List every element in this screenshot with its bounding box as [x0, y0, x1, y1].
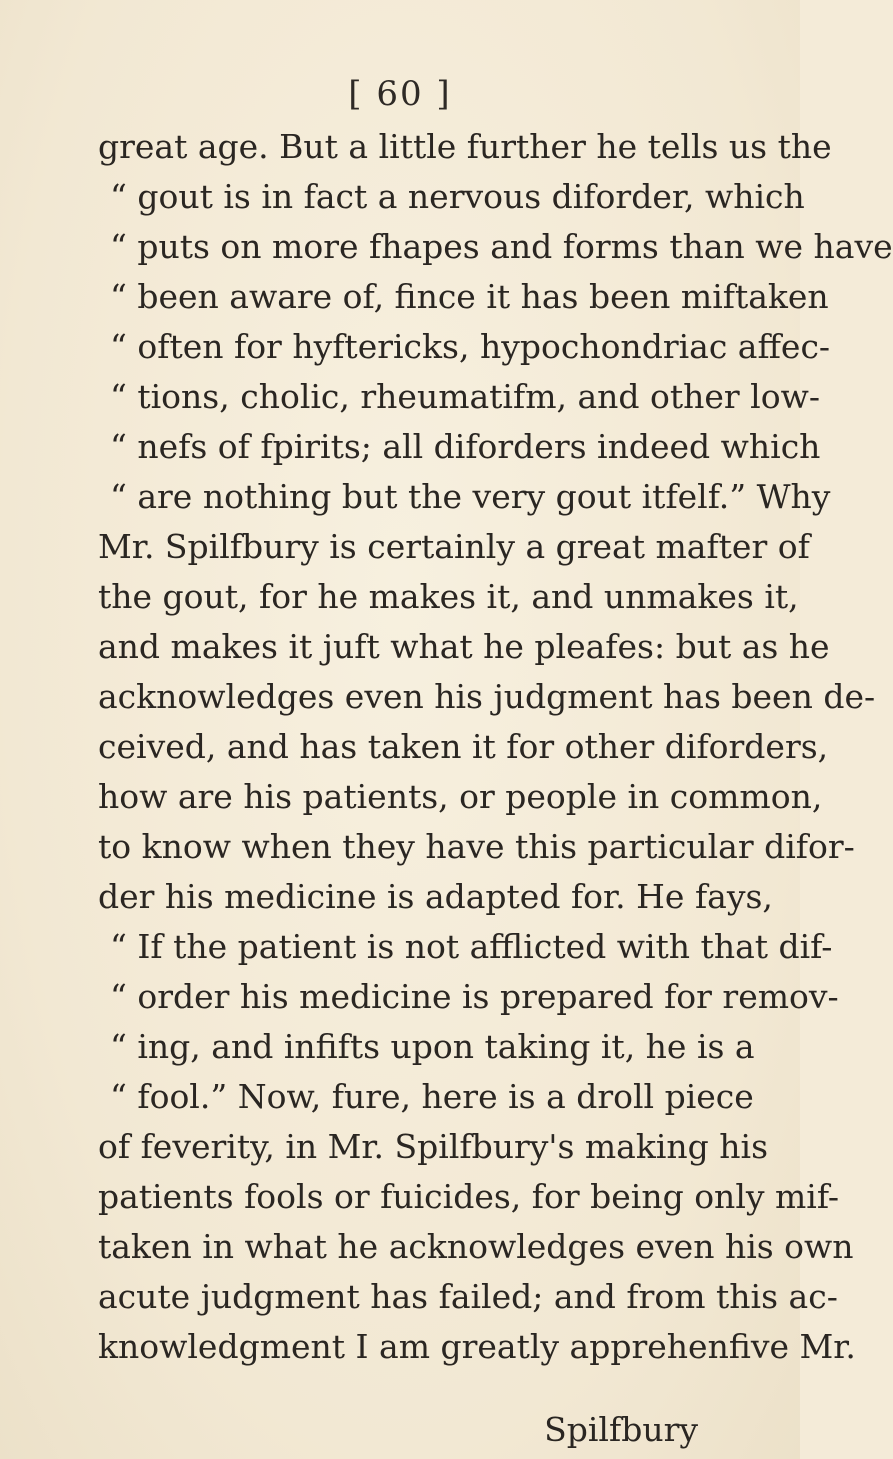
text-line: “ puts on more fhapes and forms than we have — [110, 227, 893, 266]
text-line: “ ing, and infifts upon taking it, he is a — [110, 1027, 755, 1066]
text-line: “ order his medicine is prepared for remov- — [110, 977, 839, 1016]
text-line: acute judgment has failed; and from this ac- — [98, 1277, 838, 1316]
text-line: der his medicine is adapted for. He fays, — [98, 877, 773, 916]
text-line: the gout, for he makes it, and unmakes it, — [98, 577, 799, 616]
text-line: “ fool.” Now, fure, here is a droll piece — [110, 1077, 754, 1116]
text-line: and makes it juft what he pleafes: but as he — [98, 627, 830, 666]
text-line: to know when they have this particular difor- — [98, 827, 855, 866]
text-line: knowledgment I am greatly apprehenfive Mr. — [98, 1327, 856, 1366]
text-line: Mr. Spilfbury is certainly a great mafter of — [98, 527, 810, 566]
text-line: of feverity, in Mr. Spilfbury's making his — [98, 1127, 769, 1166]
text-line: “ are nothing but the very gout itfelf.” Why — [110, 477, 831, 516]
text-line: “ tions, cholic, rheumatifm, and other low- — [110, 377, 820, 416]
text-line: “ been aware of, fince it has been miftaken — [110, 277, 829, 316]
text-line: “ gout is in fact a nervous diforder, which — [110, 177, 805, 216]
text-line: great age. But a little further he tells us the — [98, 127, 832, 166]
text-line: taken in what he acknowledges even his own — [98, 1227, 854, 1266]
text-line: how are his patients, or people in common, — [98, 777, 823, 816]
page-number: [ 60 ] — [348, 74, 452, 114]
text-line: “ If the patient is not afflicted with that dif- — [110, 927, 833, 966]
text-line: patients fools or fuicides, for being only mif- — [98, 1177, 840, 1216]
text-line: “ often for hyftericks, hypochondriac affec- — [110, 327, 831, 366]
text-line: acknowledges even his judgment has been de- — [98, 677, 876, 716]
text-line: “ nefs of fpirits; all diforders indeed which — [110, 427, 821, 466]
text-line: ceived, and has taken it for other diforders, — [98, 727, 829, 766]
catchword: Spilfbury — [544, 1410, 698, 1449]
